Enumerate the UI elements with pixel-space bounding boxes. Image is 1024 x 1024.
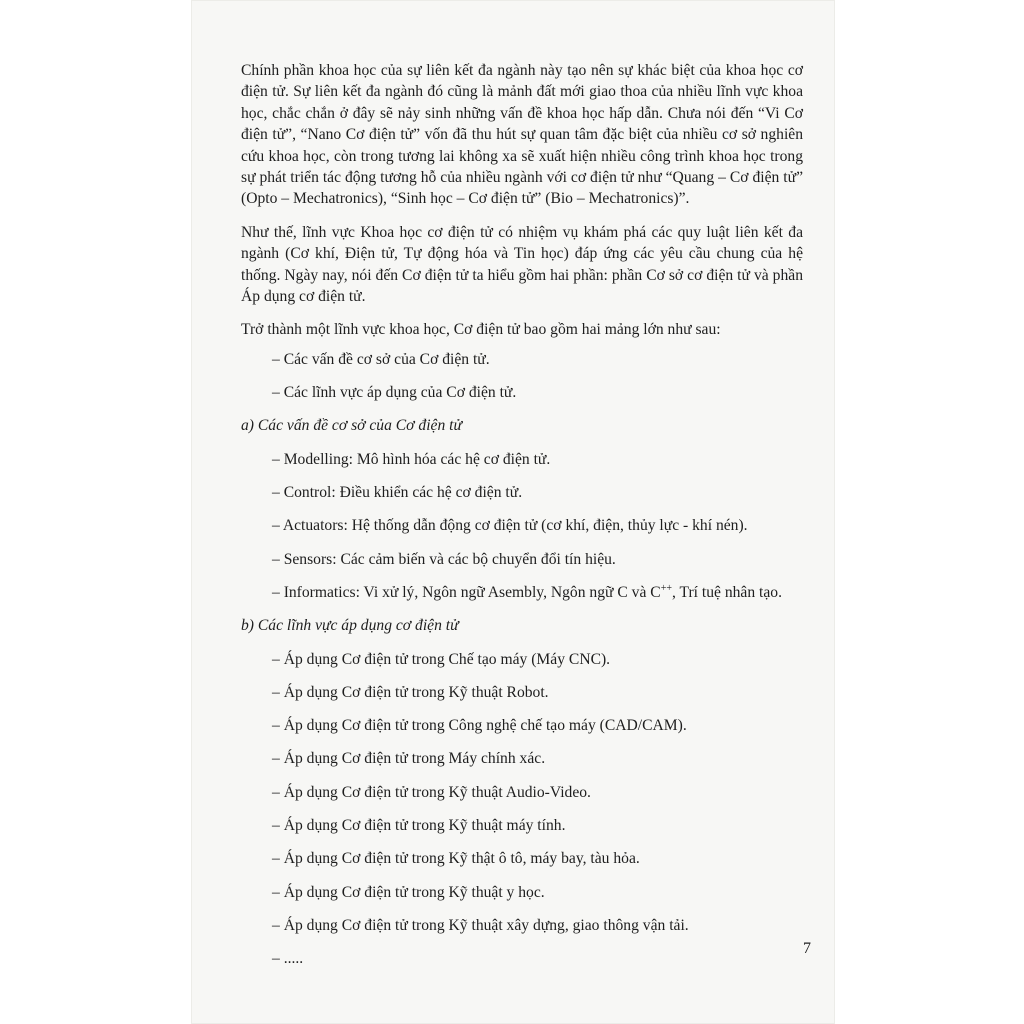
section-b-item-computer: – Áp dụng Cơ điện tử trong Kỹ thuật máy tính.: [272, 817, 566, 835]
section-b-heading: b) Các lĩnh vực áp dụng cơ điện tử: [241, 617, 459, 635]
paragraph-1: Chính phần khoa học của sự liên kết đa ngành này tạo nên sự khác biệt của khoa học cơ điện tử. Sự liên kết đa ngành đó cũng là mảnh đất mới giao thoa của nhiều lĩnh vực khoa học, chắc chắn ở đây sẽ nảy sinh những vấn đề khoa học hấp dẫn. Chưa nói đến “Vi Cơ điện tử”, “Nano Cơ điện tử” vốn đã thu hút sự quan tâm đặc biệt của nhiều cơ sở nghiên cứu khoa học, còn trong tương lai không xa sẽ xuất hiện nhiều công trình khoa học trong sự phát triển tác động tương hỗ của nhiều ngành với cơ điện tử như “Quang – Cơ điện tử” (Opto – Mechatronics), “Sinh học – Cơ điện tử” (Bio – Mechatronics)”.: [241, 62, 803, 208]
section-b-item-construction: – Áp dụng Cơ điện tử trong Kỹ thuật xây dựng, giao thông vận tải.: [272, 916, 689, 934]
intro-bullet-applications: – Các lĩnh vực áp dụng của Cơ điện tử.: [272, 384, 517, 402]
section-b-item-precision: – Áp dụng Cơ điện tử trong Máy chính xác.: [272, 750, 546, 768]
section-b-item-vehicles: – Áp dụng Cơ điện tử trong Kỹ thật ô tô, máy bay, tàu hỏa.: [272, 850, 640, 868]
informatics-superscript: ++: [660, 582, 672, 594]
section-b-item-robot: – Áp dụng Cơ điện tử trong Kỹ thuật Robot.: [272, 683, 549, 701]
section-a-item-modelling: – Modelling: Mô hình hóa các hệ cơ điện tử.: [272, 450, 551, 468]
section-b-item-medical: – Áp dụng Cơ điện tử trong Kỹ thuật y học.: [272, 883, 545, 901]
section-a-heading: a) Các vấn đề cơ sở của Cơ điện tử: [241, 417, 462, 435]
book-page: [191, 0, 835, 1024]
paragraph-2: Như thế, lĩnh vực Khoa học cơ điện tử có nhiệm vụ khám phá các quy luật liên kết đa ngành (Cơ khí, Điện tử, Tự động hóa và Tin học) đáp ứng các yêu cầu chung của hệ thống. Ngày nay, nói đến Cơ điện tử ta hiểu gồm hai phần: phần Cơ sở cơ điện tử và phần Áp dụng cơ điện tử.: [241, 223, 803, 306]
paragraph-3: Trở thành một lĩnh vực khoa học, Cơ điện tử bao gồm hai mảng lớn như sau:: [241, 321, 721, 339]
informatics-text: – Informatics: Vi xử lý, Ngôn ngữ Asembly, Ngôn ngữ C và C: [272, 583, 661, 601]
section-b-item-audio-video: – Áp dụng Cơ điện tử trong Kỹ thuật Audio-Video.: [272, 783, 591, 801]
section-b-item-cnc: – Áp dụng Cơ điện tử trong Chế tạo máy (Máy CNC).: [272, 650, 611, 668]
section-a-item-sensors: – Sensors: Các cảm biến và các bộ chuyển đổi tín hiệu.: [272, 550, 616, 568]
intro-bullet-basics: – Các vấn đề cơ sở của Cơ điện tử.: [272, 350, 490, 368]
section-a-item-control: – Control: Điều khiển các hệ cơ điện tử.: [272, 484, 523, 502]
page-text: [241, 60, 803, 982]
section-a-item-informatics: [241, 582, 803, 603]
page-number: 7: [803, 940, 811, 957]
section-b-item-cad-cam: – Áp dụng Cơ điện tử trong Công nghệ chế tạo máy (CAD/CAM).: [272, 717, 687, 735]
section-a-item-actuators: – Actuators: Hệ thống dẫn động cơ điện tử (cơ khí, điện, thủy lực - khí nén).: [272, 517, 748, 535]
informatics-text-end: , Trí tuệ nhân tạo.: [671, 583, 782, 601]
section-b-item-ellipsis: – .....: [272, 950, 304, 968]
